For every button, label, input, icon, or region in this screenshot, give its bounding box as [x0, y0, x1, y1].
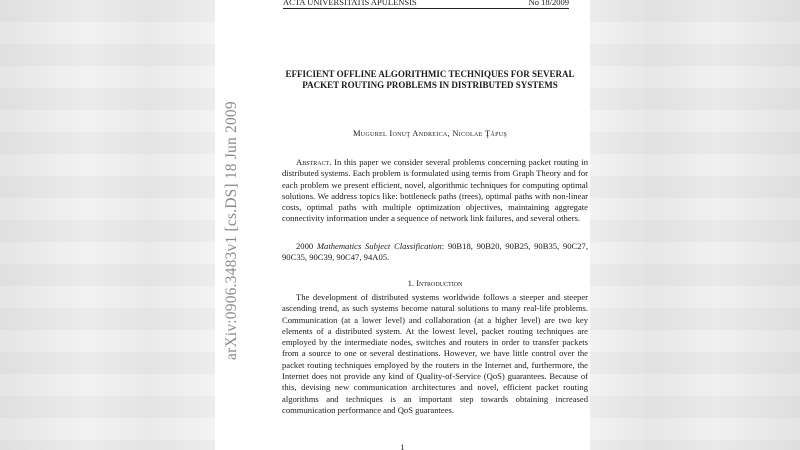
issue-number: No 18/2009 [528, 0, 569, 7]
abstract-label: Abstract. [296, 157, 332, 167]
arxiv-stamp: arXiv:0906.3483v1 [cs.DS] 18 Jun 2009 [223, 101, 240, 360]
msc-lead: 2000 [296, 241, 317, 251]
running-head [283, 0, 569, 9]
section-heading: 1. Introduction [407, 278, 463, 288]
paper-page [215, 0, 590, 450]
journal-name: ACTA UNIVERSITATIS APULENSIS [283, 0, 417, 7]
msc-classification [282, 241, 588, 264]
paper-authors: Mugurel Ionuţ Andreica, Nicolae Ţăpuş [352, 128, 508, 138]
msc-codes: : 90B18, 90B20, 90B25, 90B35, 90C27, 90C35, 90C39, 90C47, 94A05. [282, 241, 588, 263]
msc-label: Mathematics Subject Classification [316, 241, 442, 251]
background-blur-left [0, 0, 215, 450]
abstract [282, 157, 588, 225]
introduction-paragraph: The development of distributed systems worldwide follows a steeper and steeper ascending trend, as such systems become natural solutions to many real-life problems. Communication (at a lower level) and collaboration (at a higher level) are two key elements of a distributed system. At the lowest level, packet routing techniques are employed by the intermediate nodes, switches and routers in order to transfer packets from a source to one or several destinations. However, we have little control over the packet routing techniques employed by the routers in the Internet and, furthermore, the Internet does not provide any kind of Quality-of-Service (QoS) guarantees. Because of this, devising new communication architectures and novel, efficient packet routing algorithms and techniques is an important step towards obtaining increased communication performance and QoS guarantees. [282, 292, 588, 415]
introduction-text [282, 292, 588, 416]
background-blur-right [590, 0, 800, 450]
page-number: 1 [400, 442, 405, 450]
abstract-text: In this paper we consider several problems concerning packet routing in distributed systems. Each problem is formulated using terms from Graph Theory and for each problem we present efficient, novel, algorithmic techniques for computing optimal solutions. We address topics like: bottleneck paths (trees), optimal paths with non-linear costs, optimal paths with multiple optimization objectives, maintaining aggregate connectivity information under a sequence of network link failures, and several others. [282, 157, 588, 224]
paper-title: EFFICIENT OFFLINE ALGORITHMIC TECHNIQUES FOR SEVERAL PACKET ROUTING PROBLEMS IN DISTRIBUTED SYSTEMS [285, 69, 575, 90]
